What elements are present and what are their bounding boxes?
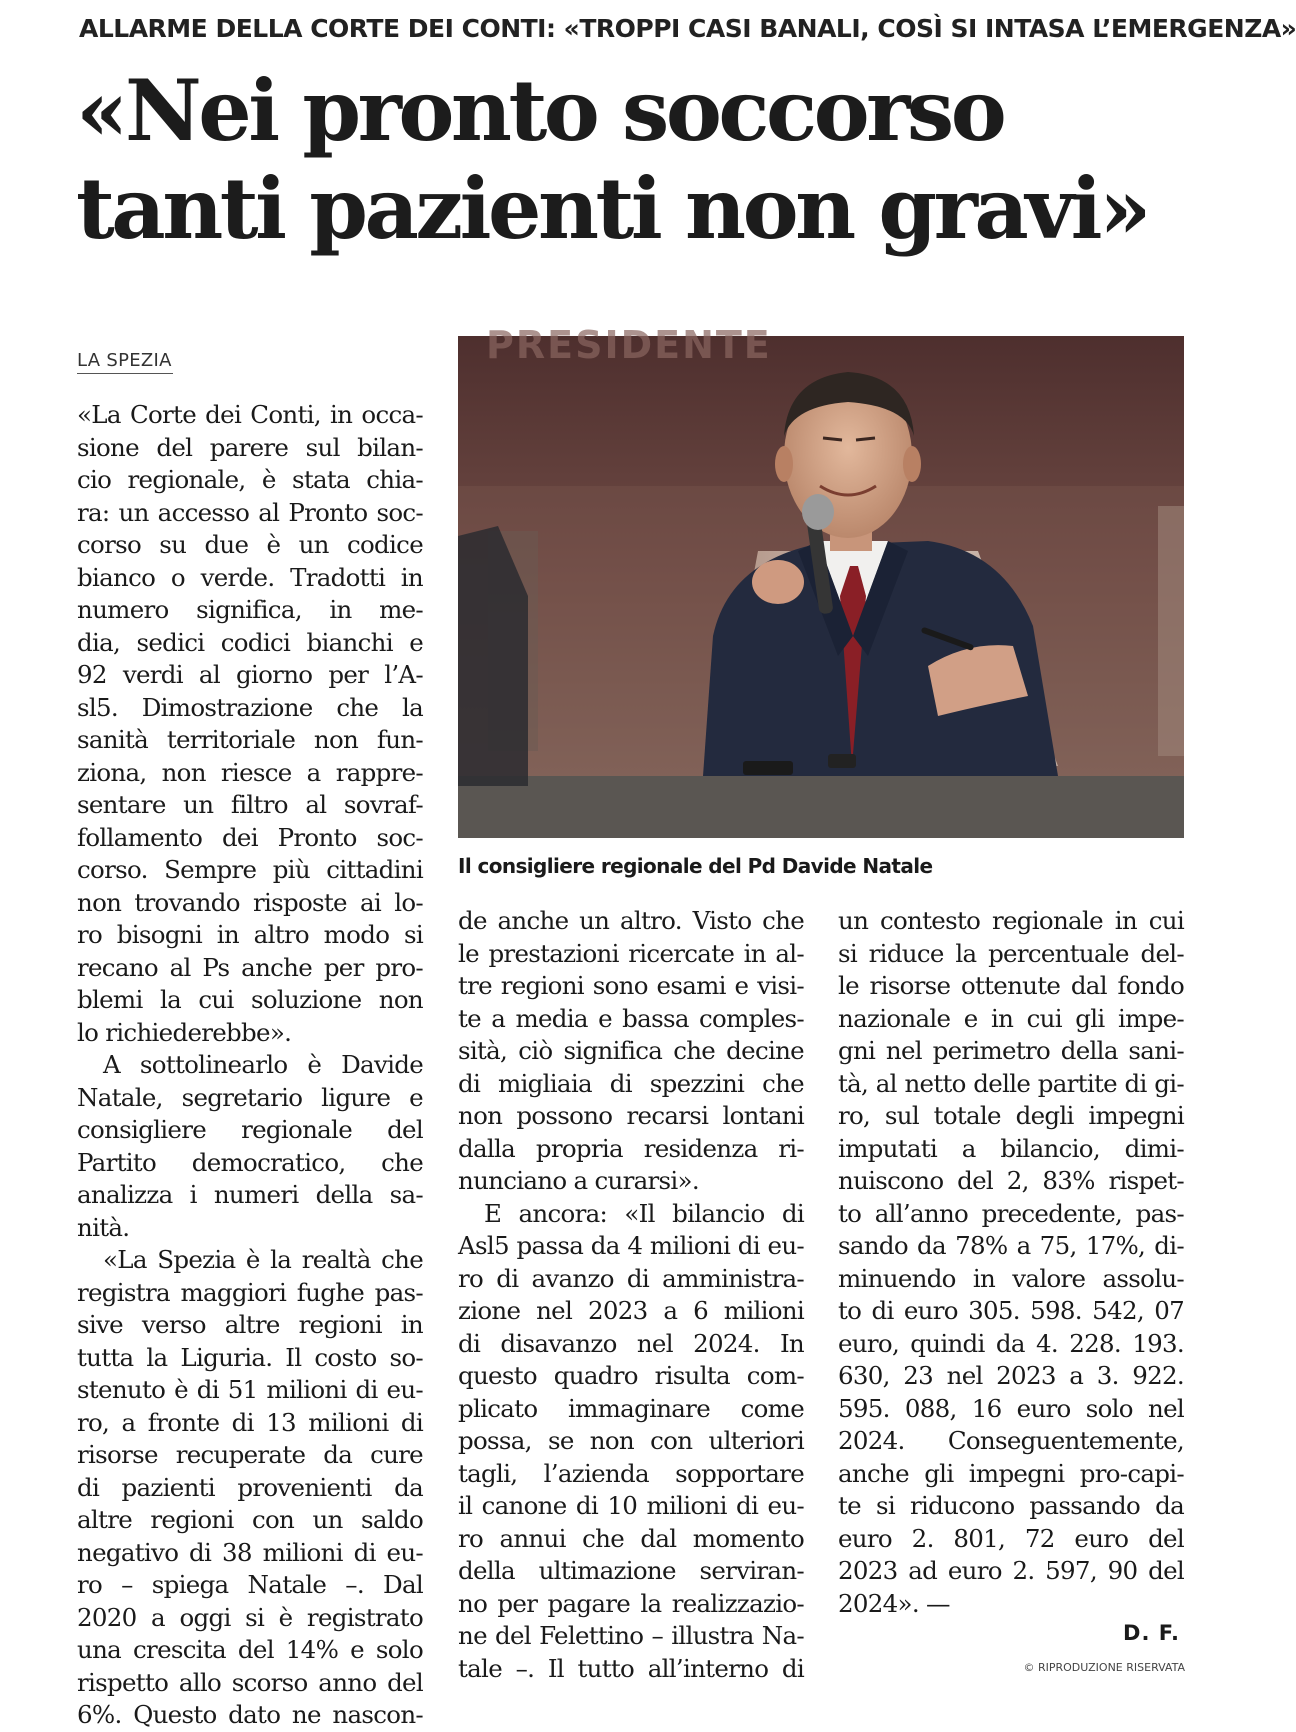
text-line: di pazienti provenienti da: [77, 1472, 423, 1502]
text-line: tale –. Il tutto all’interno di: [458, 1653, 804, 1683]
text-line: analizza i numeri della sa-: [77, 1180, 423, 1209]
text-line: ro di avanzo di amministra-: [458, 1263, 804, 1293]
copyright-notice: © RIPRODUZIONE RISERVATA: [1023, 1661, 1185, 1674]
text-line: zione nel 2023 a 6 milioni: [458, 1296, 804, 1325]
text-line: sanità territoriale non fun-: [77, 725, 423, 754]
text-line: minuendo in valore assolu-: [838, 1263, 1184, 1293]
text-line: le prestazioni ricercate in al-: [458, 938, 804, 968]
text-line: rispetto allo scorso anno del: [77, 1667, 423, 1697]
text-line: 2023 ad euro 2. 597, 90 del: [838, 1556, 1184, 1585]
text-line: sione del parere sul bilan-: [77, 432, 423, 462]
text-line: dalla propria residenza ri-: [458, 1133, 804, 1163]
text-line: di migliaia di spezzini che: [458, 1068, 804, 1098]
text-line: sità, ciò significa che decine: [458, 1036, 804, 1065]
text-line: tutta la Liguria. Il costo so-: [77, 1342, 423, 1372]
text-line: imputati a bilancio, dimi-: [838, 1133, 1184, 1163]
headline: [76, 62, 1196, 258]
text-line: 92 verdi al giorno per l’A-: [77, 660, 423, 689]
text-line: cio regionale, è stata chia-: [77, 465, 423, 494]
text-line: de anche un altro. Visto che: [458, 906, 804, 935]
text-line: lo richiederebbe».: [77, 1017, 292, 1047]
text-line: questo quadro risulta com-: [458, 1361, 804, 1390]
text-line: te si riducono passando da: [838, 1491, 1184, 1520]
text-line: non trovando risposte ai lo-: [77, 887, 423, 917]
text-line: gni nel perimetro della sani-: [838, 1036, 1184, 1065]
text-line: 630, 23 nel 2023 a 3. 922.: [838, 1361, 1184, 1390]
text-line: «La Corte dei Conti, in occa-: [77, 400, 423, 429]
text-line: le risorse ottenute dal fondo: [838, 971, 1184, 1000]
text-line: stenuto è di 51 milioni di eu-: [77, 1375, 423, 1404]
text-line: ro, sul totale degli impegni: [838, 1101, 1184, 1130]
text-line: si riduce la percentuale del-: [838, 938, 1184, 968]
article-photo: [458, 323, 1184, 838]
headline-line-2: tanti pazienti non gravi»: [76, 159, 1149, 258]
text-line: della ultimazione serviran-: [458, 1556, 804, 1585]
text-line: corso. Sempre più cittadini: [77, 855, 423, 884]
text-line: recano al Ps anche per pro-: [77, 952, 423, 982]
text-line: nunciano a curarsi».: [458, 1166, 699, 1195]
text-line: il canone di 10 milioni di eu-: [458, 1491, 804, 1520]
text-line: follamento dei Pronto soc-: [77, 822, 423, 852]
text-line: tre regioni sono esami e visi-: [458, 971, 804, 1000]
text-line: ziona, non riesce a rappre-: [77, 757, 423, 787]
text-line: possa, se non con ulteriori: [458, 1426, 804, 1455]
text-line: to di euro 305. 598. 542, 07: [838, 1296, 1184, 1325]
text-line: ra: un accesso al Pronto soc-: [77, 497, 423, 527]
text-line: registra maggiori fughe pas-: [77, 1277, 423, 1307]
text-line: negativo di 38 milioni di eu-: [77, 1537, 423, 1567]
photo-illustration: [458, 323, 1184, 838]
text-line: tà, al netto delle partite di gi-: [838, 1068, 1184, 1098]
location-label: LA SPEZIA: [77, 350, 173, 374]
text-line: altre regioni con un saldo: [77, 1505, 423, 1534]
text-line: non possono recarsi lontani: [458, 1101, 804, 1130]
text-line: bianco o verde. Tradotti in: [77, 562, 423, 592]
author-signature: D. F.: [1123, 1621, 1180, 1645]
kicker: ALLARME DELLA CORTE DEI CONTI: «TROPPI CASI BANALI, COSÌ SI INTASA L’EMERGENZA»: [79, 14, 1296, 43]
text-line: to all’anno precedente, pas-: [838, 1198, 1184, 1228]
text-line: nazionale e in cui gli impe-: [838, 1003, 1184, 1033]
text-line: numero significa, in me-: [77, 595, 423, 624]
text-line: Natale, segretario ligure e: [77, 1082, 423, 1112]
text-line: Partito democratico, che: [77, 1147, 423, 1177]
text-line: sl5. Dimostrazione che la: [77, 692, 423, 722]
article-column-2: [458, 905, 804, 1685]
text-line: un contesto regionale in cui: [838, 906, 1184, 935]
text-line: una crescita del 14% e solo: [77, 1635, 423, 1664]
text-line: sando da 78% a 75, 17%, di-: [838, 1231, 1184, 1260]
text-line: 2020 a oggi si è registrato: [77, 1602, 423, 1632]
text-line: euro, quindi da 4. 228. 193.: [838, 1328, 1184, 1358]
text-line: dia, sedici codici bianchi e: [77, 627, 423, 657]
text-line: nuiscono del 2, 83% rispet-: [838, 1166, 1184, 1195]
text-line: 595. 088, 16 euro solo nel: [838, 1393, 1184, 1423]
text-line: te a media e bassa comples-: [458, 1003, 804, 1033]
text-line: anche gli impegni pro-capi-: [838, 1458, 1184, 1488]
text-line: risorse recuperate da cure: [77, 1440, 423, 1469]
text-line: sentare un filtro al sovraf-: [77, 790, 423, 819]
backdrop-text: PRESIDENTE: [486, 323, 772, 367]
text-line: plicato immaginare come: [458, 1393, 804, 1423]
text-line: ro annui che dal momento: [458, 1523, 804, 1553]
text-line: nità.: [77, 1212, 130, 1242]
text-line: ro, a fronte di 13 milioni di: [77, 1407, 423, 1437]
headline-line-1: «Nei pronto soccorso: [76, 61, 1004, 160]
text-line: «La Spezia è la realtà che: [103, 1245, 423, 1274]
text-line: ne del Felettino – illustra Na-: [458, 1621, 804, 1650]
text-line: di disavanzo nel 2024. In: [458, 1328, 804, 1358]
text-line: ro – spiega Natale –. Dal: [77, 1570, 423, 1599]
text-line: 2024. Conseguentemente,: [838, 1426, 1184, 1455]
article-column-3: [838, 905, 1184, 1620]
text-line: consigliere regionale del: [77, 1115, 423, 1144]
text-line: Asl5 passa da 4 milioni di eu-: [458, 1231, 804, 1260]
text-line: E ancora: «Il bilancio di: [484, 1198, 804, 1228]
text-line: 2024». —: [838, 1588, 950, 1618]
text-line: sive verso altre regioni in: [77, 1310, 423, 1339]
text-line: tagli, l’azienda sopportare: [458, 1458, 804, 1488]
photo-caption: Il consigliere regionale del Pd Davide Natale: [458, 854, 933, 878]
text-line: corso su due è un codice: [77, 530, 423, 559]
text-line: 6%. Questo dato ne nascon-: [77, 1700, 423, 1729]
text-line: no per pagare la realizzazio-: [458, 1588, 804, 1618]
article-column-1: [77, 399, 423, 1732]
text-line: blemi la cui soluzione non: [77, 985, 423, 1014]
text-line: A sottolinearlo è Davide: [103, 1050, 423, 1079]
text-line: euro 2. 801, 72 euro del: [838, 1523, 1184, 1553]
text-line: ro bisogni in altro modo si: [77, 920, 423, 949]
